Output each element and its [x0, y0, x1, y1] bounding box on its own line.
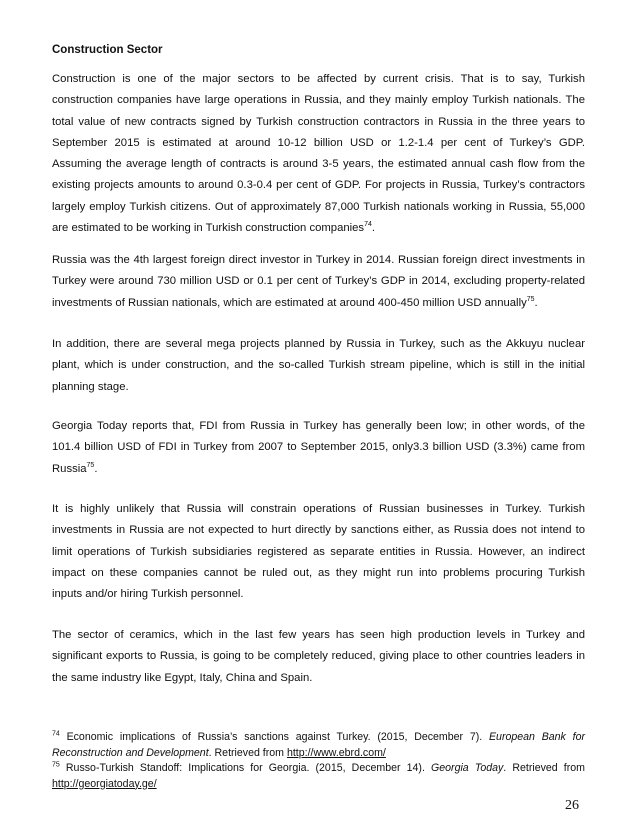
text-line: The sector of ceramics, which in the last few years has seen high production levels in Turkey and — [52, 629, 585, 641]
text-line: largely employ Turkish citizens. Out of approximately 87,000 Turkish nationals working in Russia, 55,000 — [52, 200, 585, 213]
text-line — [52, 730, 585, 746]
text-line: Construction is one of the major sectors to be affected by current crisis. That is to say, Turkish — [52, 73, 585, 85]
text-line: plant, which is under construction, and the so-called Turkish stream pipeline, which is still in the initial — [52, 359, 585, 372]
footnote-number: 74 — [52, 730, 60, 738]
text-segment: are estimated to be working in Turkish construction companies — [52, 222, 365, 235]
text-segment: Russo-Turkish Standoff: Implications for Georgia. (2015, December 14). — [59, 762, 432, 774]
text-line: Assuming the average length of contracts is around 3-5 years, the estimated annual cash flow from the — [52, 158, 585, 171]
text-line: the same industry like Egypt, Italy, China and Spain. — [52, 671, 313, 684]
text-line: impact on these companies cannot be ruled out, as they might run into problems procuring Turkish — [52, 566, 585, 579]
footnote-ref: 75 — [86, 461, 95, 469]
text-line — [52, 746, 585, 762]
text-line: significant exports to Russia, is going to be completely reduced, giving place to other countries leaders in — [52, 650, 585, 663]
paragraph-ceramics — [52, 625, 585, 689]
text-segment: . — [371, 222, 376, 235]
italic-source: Georgia Today — [431, 762, 504, 774]
text-line: In addition, there are several mega projects planned by Russia in Turkey, such as the Akkuyu nuclear — [52, 338, 585, 350]
text-line — [52, 218, 585, 239]
text-line: planning stage. — [52, 380, 129, 393]
footnote-75 — [52, 761, 585, 792]
text-segment: . Retrieved from — [503, 762, 585, 774]
text-line: Russia was the 4th largest foreign direct investor in Turkey in 2014. Russian foreign direct investments in — [52, 254, 585, 266]
page-number: 26 — [565, 798, 579, 813]
text-line: September 2015 is estimated at around 10-12 billion USD or 1.2-1.4 per cent of Turkey’s GDP. — [52, 136, 585, 149]
text-segment: . Retrieved from — [208, 746, 287, 759]
paragraph-mega-projects — [52, 334, 585, 398]
text-line: limit operations of Turkish subsidiaries registered as separate entities in Russia. However, an indirect — [52, 545, 585, 558]
footnote-ref: 74 — [364, 221, 372, 229]
text-line: construction companies have large operations in Russia, and they mainly employ Turkish nationals. The — [52, 94, 585, 107]
text-line: investments in Russia are not expected to hurt directly by sanctions either, as Russia does not intend to — [52, 524, 585, 537]
paragraph-georgia-today — [52, 416, 585, 480]
text-segment: investments of Russian nationals, which are estimated at around 400-450 million USD annually — [52, 296, 527, 309]
italic-source: Reconstruction and Development — [52, 746, 209, 759]
source-link[interactable]: http://www.ebrd.com/ — [286, 746, 386, 759]
text-line: existing projects amounts to around 0.3-0.4 per cent of GDP. For projects in Russia, Turkey’s contractors — [52, 179, 585, 192]
text-line: It is highly unlikely that Russia will constrain operations of Russian businesses in Turkey. Turkish — [52, 503, 585, 515]
text-line: Georgia Today reports that, FDI from Russia in Turkey has generally been low; in other words, of the — [52, 420, 585, 432]
text-segment: . — [534, 296, 538, 309]
text-line: Turkey were around 730 million USD or 0.1 per cent of Turkey’s GDP in 2014, excluding property-related — [52, 275, 585, 288]
footnote-74 — [52, 730, 585, 761]
text-segment: Russia — [52, 462, 87, 475]
source-link[interactable]: http://georgiatoday.ge/ — [52, 777, 157, 790]
text-line — [52, 293, 585, 314]
text-line — [52, 459, 585, 480]
text-line — [52, 761, 585, 777]
text-line: total value of new contracts signed by Turkish construction contractors in Russia in the three years to — [52, 115, 585, 128]
footnote-number: 75 — [52, 761, 60, 769]
paragraph-fdi — [52, 250, 585, 314]
paragraph-sanctions — [52, 499, 585, 605]
text-segment: Economic implications of Russia’s sanctions against Turkey. (2015, December 7). — [59, 731, 489, 743]
text-line: inputs and/or hiring Turkish personnel. — [52, 588, 244, 601]
text-line: 101.4 billion USD of FDI in Turkey from 2007 to September 2015, only3.3 billion USD (3.3%) came from — [52, 441, 585, 454]
text-line — [52, 777, 585, 793]
section-heading: Construction Sector — [52, 44, 163, 56]
text-segment: . — [94, 462, 98, 475]
paragraph-construction — [52, 69, 585, 239]
italic-source: European Bank for — [488, 731, 585, 743]
footnote-ref: 75 — [526, 295, 535, 303]
